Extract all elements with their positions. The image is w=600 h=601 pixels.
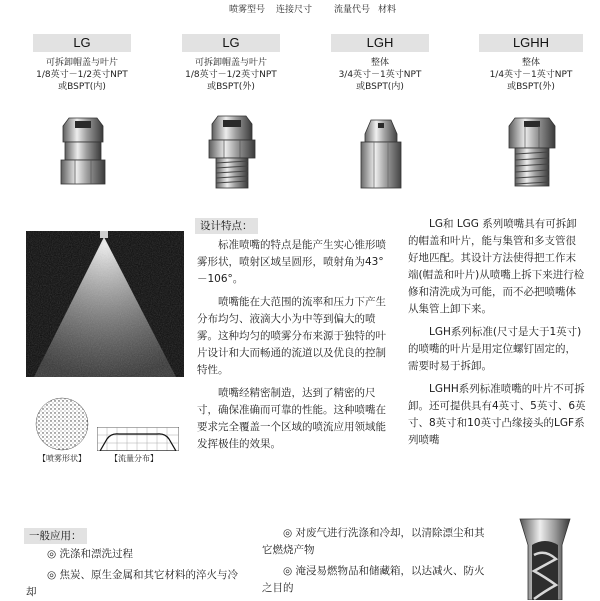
nozzle-lg-female-image [57, 112, 109, 192]
header-label-spray-model: 喷雾型号 [229, 5, 266, 15]
application-item: ◎ 洗涤和漂洗过程 [47, 548, 133, 560]
model-box-lghh: LGHH [479, 34, 583, 52]
application-item: ◎ 焦炭、原生金属和其它材料的淬火与冷却 [26, 569, 238, 598]
design-section-title: 设计特点： [195, 218, 258, 234]
applications-right [262, 525, 494, 597]
model-box-lg-male: LG [182, 34, 280, 52]
flow-distribution-diagram [97, 427, 179, 451]
header-label-flow-code: 流量代号 [334, 5, 371, 15]
design-body [197, 237, 395, 453]
applications-section-title: 一般应用： [24, 528, 87, 544]
product-desc-lg-female: 可拆卸帽盖与叶片 1/8英寸－1/2英寸NPT 或BSPT(内) [36, 58, 128, 92]
model-box-lgh: LGH [331, 34, 429, 52]
design-paragraph: 标准喷嘴的特点是能产生实心锥形喷雾形状，喷射区域呈圆形，喷射角为43° －106°。 [197, 239, 395, 285]
series-paragraph: LGH系列标准(尺寸是大于1英寸)的喷嘴的叶片是用定位螺钉固定的，需要时易于拆卸。 [408, 326, 582, 372]
nozzle-cutaway-image [512, 515, 578, 600]
series-description [408, 216, 586, 449]
product-desc-lg-male: 可拆卸帽盖与叶片 1/8英寸－1/2英寸NPT 或BSPT(外) [185, 58, 277, 92]
nozzle-lghh-image [505, 112, 559, 194]
spray-photo [26, 231, 184, 377]
header-label-connection-size: 连接尺寸 [276, 5, 313, 15]
nozzle-lgh-image [355, 112, 407, 194]
product-desc-lghh: 整体 1/4英寸－1英寸NPT 或BSPT(外) [489, 58, 573, 92]
caption-flow-distribution: 【流量分布】 [110, 454, 158, 463]
nozzle-lg-male-image [206, 112, 258, 194]
design-paragraph: 喷嘴能在大范围的流率和压力下产生分布均匀、液滴大小为中等到偏大的喷雾。这种均匀的喷雾分布来源于独特的叶片设计和大而畅通的流道以及优良的控制特性。 [197, 296, 386, 376]
series-paragraph: LG和 LGG 系列喷嘴具有可拆卸的帽盖和叶片，能与集管和多支管很好地匹配。其设计方法使得把工作末端(帽盖和叶片)从喷嘴上拆下来进行检修和清洗成为可能，而不必把喷嘴体从集管上卸下来。 [408, 218, 585, 315]
product-desc-lgh: 整体 3/4英寸－1英寸NPT 或BSPT(内) [338, 58, 422, 92]
header-label-material: 材料 [378, 5, 397, 15]
applications-left [26, 546, 248, 601]
caption-spray-shape: 【喷雾形状】 [38, 454, 86, 463]
spray-shape-diagram [34, 396, 90, 452]
series-paragraph: LGHH系列标准喷嘴的叶片不可拆卸。还可提供具有4英寸、5英寸、6英寸、8英寸和10英寸凸缘接头的LGF系列喷嘴 [408, 383, 586, 446]
design-paragraph: 喷嘴经精密制造，达到了精密的尺寸，确保准确而可靠的性能。这种喷嘴在要求完全覆盖一个区域的喷流应用领域能发挥极佳的效果。 [197, 387, 386, 450]
application-item: ◎ 对废气进行洗涤和冷却，以清除漂尘和其它燃烧产物 [262, 527, 485, 556]
model-box-lg-female: LG [33, 34, 131, 52]
application-item: ◎ 淹浸易燃物品和储藏箱，以达减火、防火之目的 [262, 565, 485, 594]
